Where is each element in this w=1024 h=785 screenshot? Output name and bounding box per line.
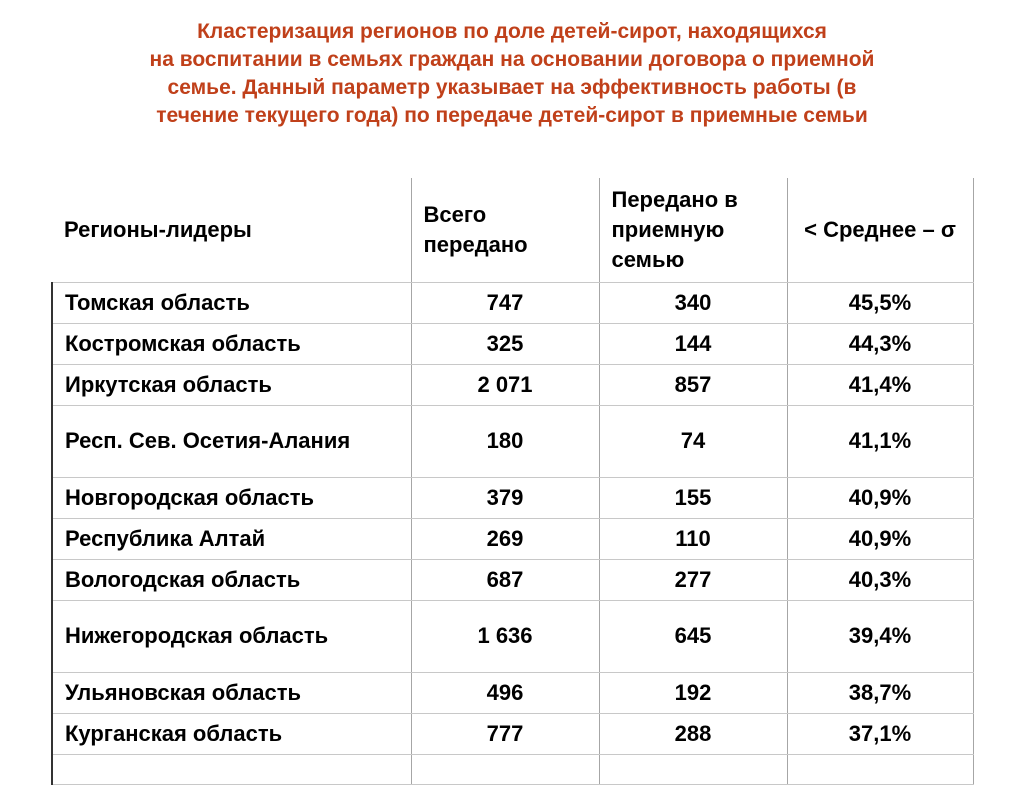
cell-share: 37,1% [787,713,973,754]
cell-total: 269 [411,518,599,559]
cell-region: Нижегородская область [52,600,411,672]
cell-foster: 192 [599,672,787,713]
cell-total: 496 [411,672,599,713]
header-total: Всего передано [411,178,599,282]
cell-region: Новгородская область [52,477,411,518]
cell-total: 747 [411,282,599,323]
cell-region: Вологодская область [52,559,411,600]
cell-share: 45,5% [787,282,973,323]
cell-share: 40,9% [787,477,973,518]
table-row [52,713,973,754]
cell-region: Респ. Сев. Осетия-Алания [52,405,411,477]
cell-share: 40,9% [787,518,973,559]
regions-table [51,178,974,785]
table-row [52,364,973,405]
cell-share: 44,3% [787,323,973,364]
cell-total: 777 [411,713,599,754]
cell-region: Иркутская область [52,364,411,405]
table-header-row [52,178,973,282]
table-row [52,405,973,477]
cell-foster: 277 [599,559,787,600]
cell-share: 40,3% [787,559,973,600]
title-line: на воспитании в семьях граждан на основании договора о приемной [149,48,875,71]
cell-region: Курганская область [52,713,411,754]
cell-foster: 155 [599,477,787,518]
table-row [52,282,973,323]
cell-total: 687 [411,559,599,600]
cell-total: 1 636 [411,600,599,672]
title-line: Кластеризация регионов по доле детей-сирот, находящихся [197,20,827,43]
cell-foster: 857 [599,364,787,405]
table-row-cut [52,754,973,784]
cell-region: Томская область [52,282,411,323]
title-line: течение текущего года) по передаче детей-сирот в приемные семьи [156,104,868,127]
table-row [52,323,973,364]
header-foster: Передано в приемную семью [599,178,787,282]
table-row [52,672,973,713]
slide-title [40,18,984,130]
cell-region: Республика Алтай [52,518,411,559]
cell-share: 39,4% [787,600,973,672]
title-line: семье. Данный параметр указывает на эффективность работы (в [167,76,857,99]
cell-share: 38,7% [787,672,973,713]
cell-share: 41,4% [787,364,973,405]
cell-total: 325 [411,323,599,364]
cell-region: Ульяновская область [52,672,411,713]
cell-foster: 288 [599,713,787,754]
cell-total: 180 [411,405,599,477]
table-row [52,559,973,600]
cell-share: 41,1% [787,405,973,477]
header-share: < Среднее – σ [787,178,973,282]
cell-total: 379 [411,477,599,518]
cell-foster: 74 [599,405,787,477]
header-region: Регионы-лидеры [52,178,411,282]
cell-total: 2 071 [411,364,599,405]
cell-foster: 110 [599,518,787,559]
table-row [52,518,973,559]
cell-region: Костромская область [52,323,411,364]
table-row [52,600,973,672]
cell-foster: 340 [599,282,787,323]
cell-foster: 144 [599,323,787,364]
cell-foster: 645 [599,600,787,672]
table-row [52,477,973,518]
